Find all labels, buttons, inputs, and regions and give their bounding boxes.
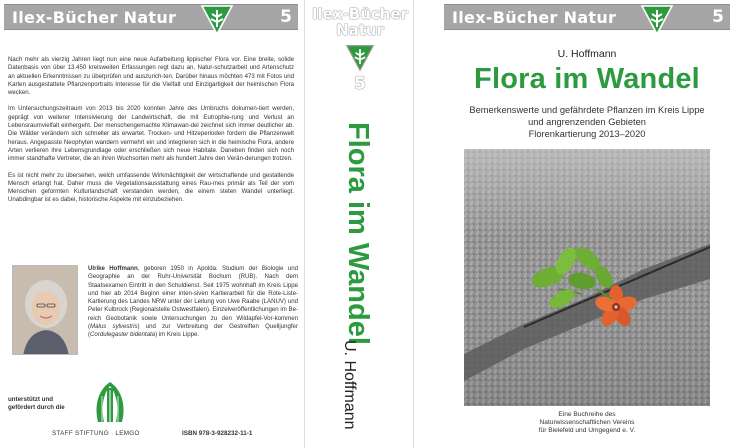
blurb-paragraph: Es ist nicht mehr zu übersehen, welch umfassende Wirkmächtigkeit der wirtschaftende und gestaltende Mensch erlangt hat. Daher muss die Vegetationsausstattung eines Rau-mes primär als Teil der vom Menschen geformten Kulturlandschaft verstanden werden, die einem steten Wandel unterliegt. Unabdingbar ist es dabei, historische Aspekte mit einzubeziehen. [8,171,294,204]
publisher-note: Eine Buchreihe des Naturwissenschaftlichen Vereins für Bielefeld und Umgegend e. V. [538,411,636,435]
author-name: Ulrike Hoffmann [88,265,138,272]
sponsor-text: unterstützt und gefördert durch die [8,396,65,411]
author-bio: Ulrike Hoffmann, geboren 1950 in Apolda. Studium der Biologie und Geographie an der Ruhr-Universität Bochum (RUB). Nach dem Staatsexamen Eintritt in den Schuldienst. Seit 1975 wohnhaft im Kreis Lippe und hier ab 2014 Beginn einer inten-siven Kartierarbeit für die Rote-Liste-Kartierung des Landes NRW unter der Leitung von Uwe Raabe (LANUV) und Peter Kulbrock (Regionalstelle Ostwestfalen). Einzelveröffentlichungen im Be-reich Geobotanik sowie Untersuchungen zu den Wildapfel-Vor-kommen (Malus sylvestris) und zur Verbreitung der Gestreiften Quelljungfer (Cordulegaster bidentata) im Kreis Lippe. [88,265,298,339]
back-blurb [8,56,294,213]
cover-photo [464,149,710,406]
author-photo [12,265,78,355]
book-subtitle: Bemerkenswerte und gefährdete Pflanzen im Kreis Lippe und angrenzenden Gebieten [469,105,705,127]
series-number: 5 [280,7,292,27]
staff-stiftung-logo-icon [90,380,130,424]
book-subtitle-period: Florenkartierung 2013–2020 [528,129,646,139]
sponsor-name: STAFF STIFTUNG · LEMGO [52,430,140,437]
series-header-bar [4,4,298,30]
book-title: Flora im Wandel [474,63,700,95]
spine-title: Flora im Wandel [342,122,374,345]
series-name: Ilex-Bücher Natur [12,8,177,27]
front-author: U. Hoffmann [557,48,617,60]
blurb-paragraph: Im Untersuchungszeitraum von 2013 bis 2020 konnten Jahre des Umbruchs dokumen-tiert werden, geprägt von weiterer Intensivierung der Landwirtschaft, die mit Eutrophie-rung und Verlust an Lebensraumvielfalt einhergeht. Der menschengemachte Klimawan-del zeichnet sich immer deutlicher ab. Die Wälder verändern sich schneller als erwartet. Trocken- und Hitzeperioden fordern die Pflanzenwelt heraus. Angepasste Neophyten wandern vermehrt ein und integrieren sich in die heimische Flora, andere Arten verlieren ihre Lebensgrundlage oder erschließen sich neue Habitate. Daneben finden sich noch immer standhafte Vertreter, die an ihren Wuchsorten mehr als hundert Jahre den Verän-derungen trotzen. [8,105,294,163]
ilex-logo-icon [345,44,375,72]
spine-series-name: Ilex-Bücher Natur [311,5,409,39]
back-cover [0,0,302,448]
ilex-logo-icon [200,5,234,35]
series-header-bar [444,4,730,30]
series-number: 5 [712,7,724,27]
spine-title-wrap [336,122,376,362]
series-name: Ilex-Bücher Natur [452,8,617,27]
spine-series-number: 5 [354,74,366,94]
front-cover [440,0,734,448]
blurb-paragraph: Nach mehr als vierzig Jahren liegt nun eine neue Aufarbeitung lippischer Flora vor. Eine breite, solide Datenbasis von über 13.450 kreisweiten Erfassungen regt dazu an, Natur-schutzarbeit und Artenschutz an aktuellen Erkenntnissen zu überprüfen und auszurich-ten. Darüber hinaus möchten 473 mit Fotos und Karten ausgestattete Pflanzenportraits Interesse für die Vielfalt und Einzigartigkeit der heimischen Flora wecken. [8,56,294,97]
ilex-logo-icon [640,5,674,35]
spine-author: U. Hoffmann [341,340,358,430]
isbn: ISBN 978-3-928232-11-1 [182,430,253,437]
